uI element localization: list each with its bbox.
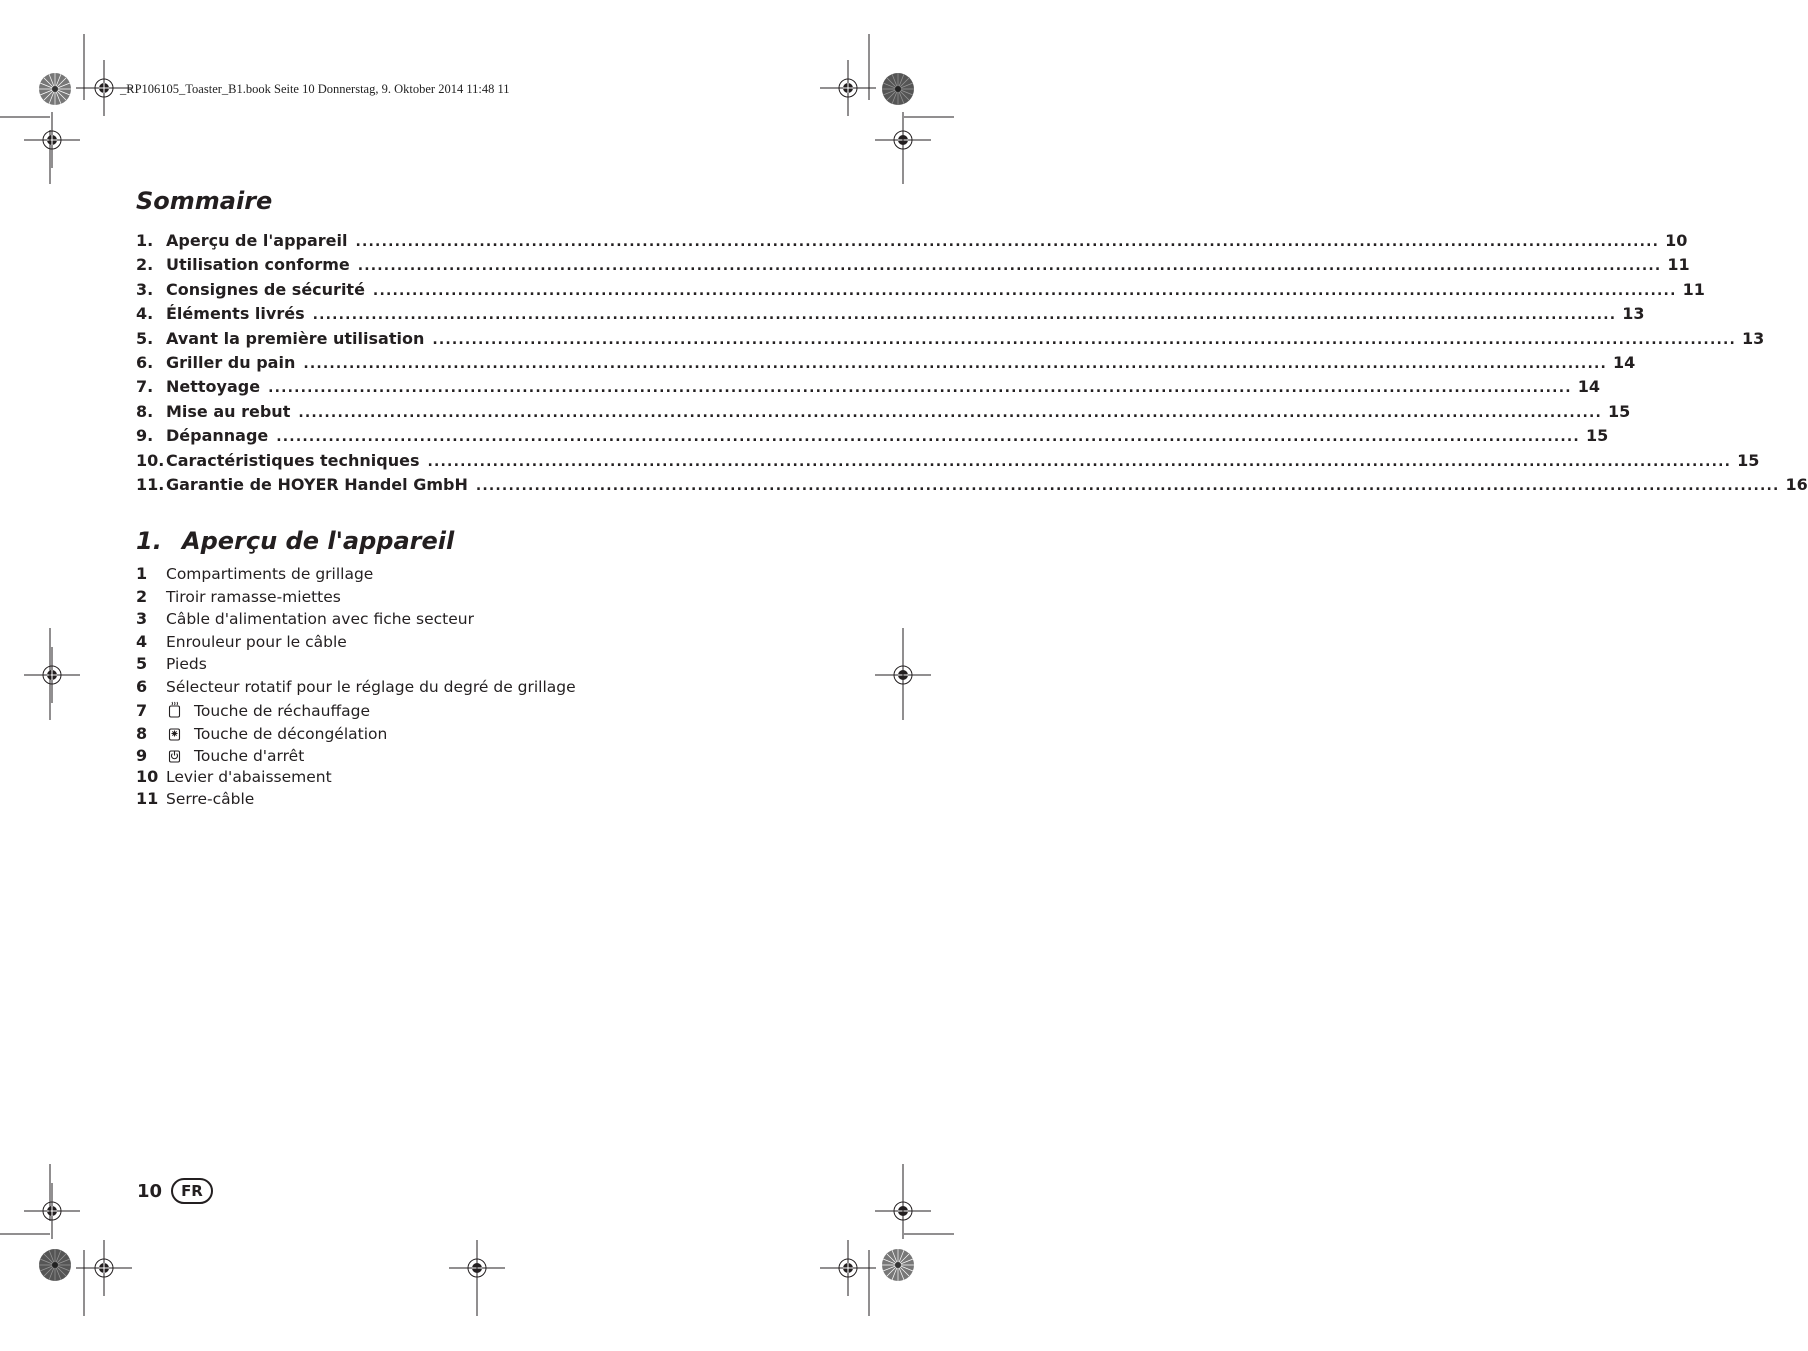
color-rosette-icon <box>38 1248 72 1282</box>
toc-item[interactable] <box>136 450 1760 475</box>
toc-item-page: 13 <box>1622 304 1645 324</box>
color-rosette-icon <box>881 72 915 106</box>
part-item <box>136 632 576 655</box>
toc-leader-dots: ........................................................................................................................................................................................................ <box>268 380 1572 397</box>
section-title <box>136 527 454 555</box>
toc-item-number: 9. <box>136 426 154 446</box>
toc-item[interactable] <box>136 474 1808 499</box>
part-number: 6 <box>136 676 148 696</box>
toc-item-page: 10 <box>1665 231 1688 250</box>
toc-item-label: Nettoyage <box>166 377 261 397</box>
toc-item-label: Éléments livrés <box>166 304 305 324</box>
toc-item-page: 14 <box>1613 352 1636 372</box>
toc-item[interactable] <box>136 377 1600 401</box>
toc-item-label: Caractéristiques techniques <box>166 450 420 470</box>
toc-item[interactable] <box>136 279 1705 304</box>
toc-item-number: 10. <box>136 450 165 470</box>
part-number: 7 <box>136 701 148 720</box>
parts-list <box>136 564 576 812</box>
part-label: Pieds <box>166 655 207 673</box>
toc-item-label: Avant la première utilisation <box>166 328 425 348</box>
stop-icon <box>166 747 183 764</box>
part-item <box>136 609 576 632</box>
part-number: 10 <box>136 766 159 786</box>
part-label: Touche de réchauffage <box>194 702 371 720</box>
toc-item-label: Aperçu de l'appareil <box>166 231 348 250</box>
toc-item-number: 7. <box>136 377 154 397</box>
toc-item[interactable] <box>136 352 1636 377</box>
toc-item-label: Mise au rebut <box>166 401 291 421</box>
part-label: Compartiments de grillage <box>166 565 374 583</box>
part-item <box>136 677 576 700</box>
toc-item-label: Dépannage <box>166 426 269 446</box>
part-label: Enrouleur pour le câble <box>166 632 347 651</box>
toc-item-label: Utilisation conforme <box>166 255 350 275</box>
part-item <box>136 564 576 587</box>
defrost-icon <box>166 725 183 742</box>
part-number: 2 <box>136 586 148 606</box>
toc-leader-dots: ........................................................................................................................................................................................................ <box>298 404 1603 421</box>
page-number: 10 <box>137 1180 163 1202</box>
toc-leader-dots: ........................................................................................................................................................................................................ <box>432 331 1737 348</box>
toc-item-number: 2. <box>136 255 154 275</box>
toc-leader-dots: ........................................................................................................................................................................................................ <box>427 453 1732 470</box>
toc-item[interactable] <box>136 401 1631 426</box>
toc-item-page: 11 <box>1667 255 1690 275</box>
part-number: 9 <box>136 746 148 765</box>
toc-item-label: Griller du pain <box>166 352 296 372</box>
toc-item-page: 15 <box>1737 450 1760 470</box>
part-label: Tiroir ramasse-miettes <box>166 587 341 606</box>
part-number: 5 <box>136 654 148 673</box>
part-number: 1 <box>136 564 148 583</box>
page-footer <box>137 1178 213 1204</box>
toc-title: Sommaire <box>136 187 273 215</box>
toc-item[interactable] <box>136 255 1690 279</box>
part-item <box>136 767 576 790</box>
toc-leader-dots: ........................................................................................................................................................................................................ <box>303 355 1607 372</box>
part-item <box>136 587 576 610</box>
toc-item-page: 11 <box>1682 279 1705 299</box>
language-badge: FR <box>171 1178 213 1204</box>
toc-item-number: 4. <box>136 304 154 324</box>
toc-item-number: 1. <box>136 231 154 250</box>
part-label: Levier d'abaissement <box>166 767 332 786</box>
part-item <box>136 654 576 677</box>
toc-leader-dots: ........................................................................................................................................................................................................ <box>312 307 1617 324</box>
part-number: 3 <box>136 609 148 628</box>
toc-leader-dots: ........................................................................................................................................................................................................ <box>372 282 1677 299</box>
part-item <box>136 699 576 722</box>
toc-item[interactable] <box>136 231 1688 255</box>
part-label: Touche de décongélation <box>194 724 388 743</box>
toc-item-number: 5. <box>136 328 154 348</box>
toc-item[interactable] <box>136 426 1609 450</box>
color-rosette-icon <box>881 1248 915 1282</box>
toc-item-number: 11. <box>136 474 165 494</box>
print-header-info: _RP106105_Toaster_B1.book Seite 10 Donnerstag, 9. Oktober 2014 11:48 11 <box>120 82 510 96</box>
toc-item-page: 16 <box>1785 474 1808 494</box>
toc-leader-dots: ........................................................................................................................................................................................................ <box>355 234 1660 250</box>
part-number: 4 <box>136 631 148 651</box>
toc-item-label: Garantie de HOYER Handel GmbH <box>166 474 468 494</box>
toc-leader-dots: ........................................................................................................................................................................................................ <box>475 477 1780 494</box>
part-item <box>136 722 576 745</box>
toc-item-page: 15 <box>1585 426 1609 446</box>
toc-item[interactable] <box>136 328 1765 353</box>
color-rosette-icon <box>38 72 72 106</box>
section-number: 1. <box>136 527 162 555</box>
section-title-text: Aperçu de l'appareil <box>182 527 455 555</box>
part-label: Serre-câble <box>166 790 255 808</box>
toc-item-number: 8. <box>136 401 154 421</box>
part-label: Sélecteur rotatif pour le réglage du degré de grillage <box>166 677 576 696</box>
part-number: 8 <box>136 723 148 743</box>
toc-item[interactable] <box>136 304 1645 328</box>
toc-item-number: 3. <box>136 279 154 299</box>
toc-item-page: 14 <box>1577 377 1600 397</box>
table-of-contents <box>136 231 1808 499</box>
toc-item-page: 13 <box>1742 328 1765 348</box>
part-label: Touche d'arrêt <box>194 747 305 765</box>
toc-leader-dots: ........................................................................................................................................................................................................ <box>357 258 1662 275</box>
toc-item-label: Consignes de sécurité <box>166 279 365 299</box>
toc-leader-dots: ........................................................................................................................................................................................................ <box>276 429 1580 446</box>
reheat-icon <box>166 702 183 719</box>
toc-item-number: 6. <box>136 352 154 372</box>
part-item <box>136 789 576 812</box>
part-number: 11 <box>136 789 159 808</box>
part-item <box>136 744 576 767</box>
toc-item-page: 15 <box>1608 401 1631 421</box>
part-label: Câble d'alimentation avec fiche secteur <box>166 610 474 628</box>
